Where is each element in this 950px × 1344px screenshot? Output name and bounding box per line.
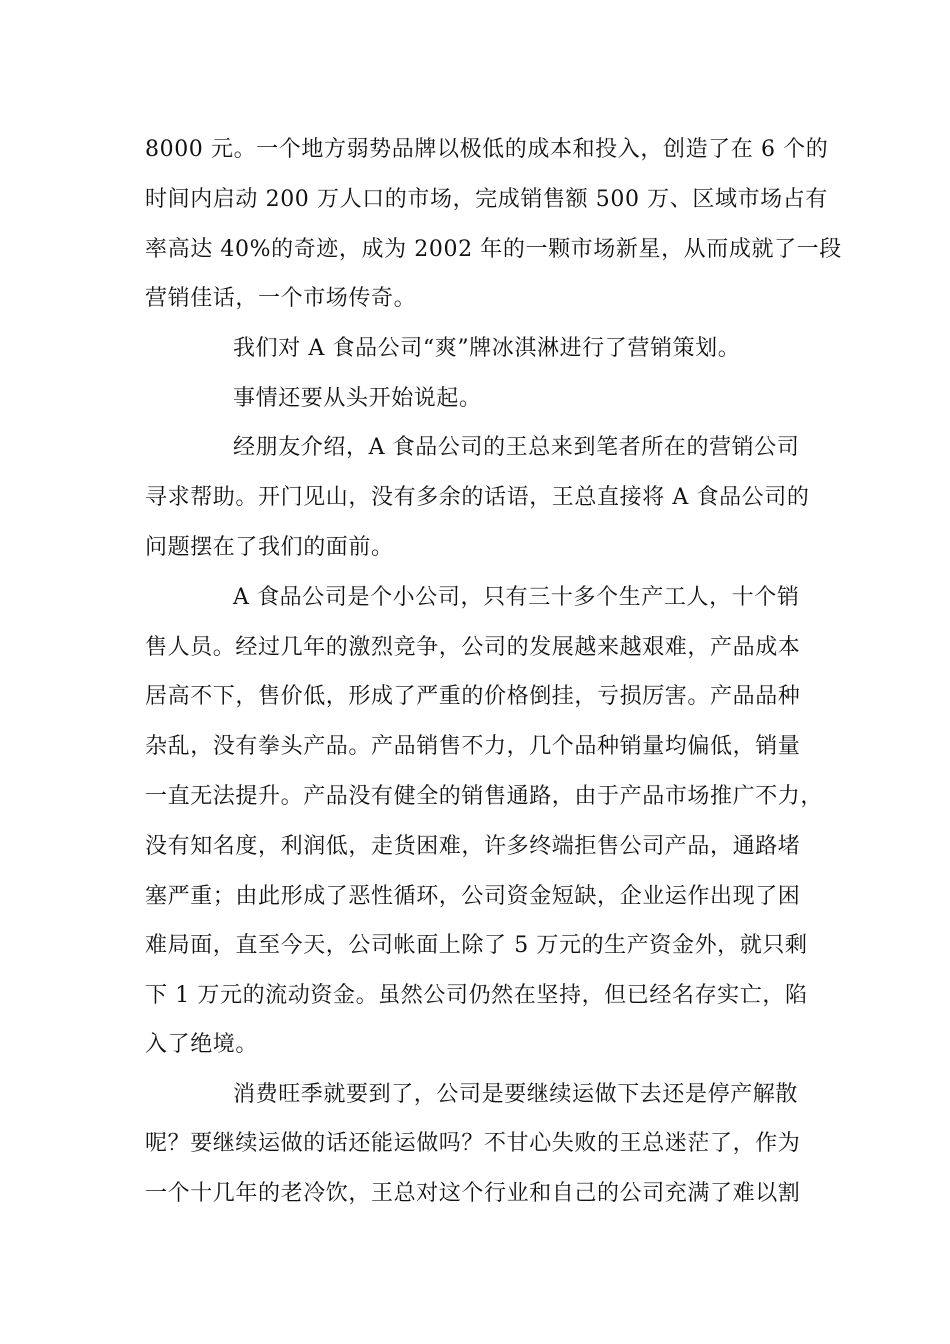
text-line: 入了绝境。: [145, 1032, 259, 1057]
text-line: 塞严重；由此形成了恶性循环，公司资金短缺，企业运作出现了困: [145, 884, 801, 909]
text-line: 我们对 A 食品公司“爽”牌冰淇淋进行了营销策划。: [233, 336, 741, 361]
text-line: 经朋友介绍，A 食品公司的王总来到笔者所在的营销公司: [233, 435, 800, 460]
text-line: 营销佳话，一个市场传奇。: [145, 286, 417, 311]
text-line: 居高不下，售价低，形成了严重的价格倒挂，亏损厉害。产品品种: [145, 684, 801, 709]
text-line: 时间内启动 200 万人口的市场，完成销售额 500 万、区域市场占有: [145, 187, 828, 212]
text-line: 寻求帮助。开门见山，没有多余的话语，王总直接将 A 食品公司的: [145, 485, 810, 510]
text-line: 难局面，直至今天，公司帐面上除了 5 万元的生产资金外，就只剩: [145, 933, 808, 958]
text-line: 杂乱，没有拳头产品。产品销售不力，几个品种销量均偏低，销量: [145, 734, 801, 759]
text-line: A 食品公司是个小公司，只有三十多个生产工人，十个销: [233, 585, 800, 610]
text-line: 售人员。经过几年的激烈竞争，公司的发展越来越艰难，产品成本: [145, 635, 801, 660]
text-line: 问题摆在了我们的面前。: [145, 535, 394, 560]
text-line: 没有知名度，利润低，走货困难，许多终端拒售公司产品，通路堵: [145, 834, 801, 859]
text-line: 消费旺季就要到了，公司是要继续运做下去还是停产解散: [233, 1082, 799, 1107]
text-line: 一个十几年的老冷饮，王总对这个行业和自己的公司充满了难以割: [145, 1181, 801, 1206]
text-line: 8000 元。一个地方弱势品牌以极低的成本和投入，创造了在 6 个的: [145, 137, 829, 162]
text-line: 下 1 万元的流动资金。虽然公司仍然在坚持，但已经名存实亡，陷: [145, 983, 808, 1008]
text-line: 率高达 40%的奇迹，成为 2002 年的一颗市场新星，从而成就了一段: [145, 237, 842, 262]
text-line: 一直无法提升。产品没有健全的销售通路，由于产品市场推广不力，: [145, 784, 824, 809]
text-line: 呢？要继续运做的话还能运做吗？不甘心失败的王总迷茫了，作为: [145, 1131, 801, 1156]
text-line: 事情还要从头开始说起。: [233, 386, 482, 411]
